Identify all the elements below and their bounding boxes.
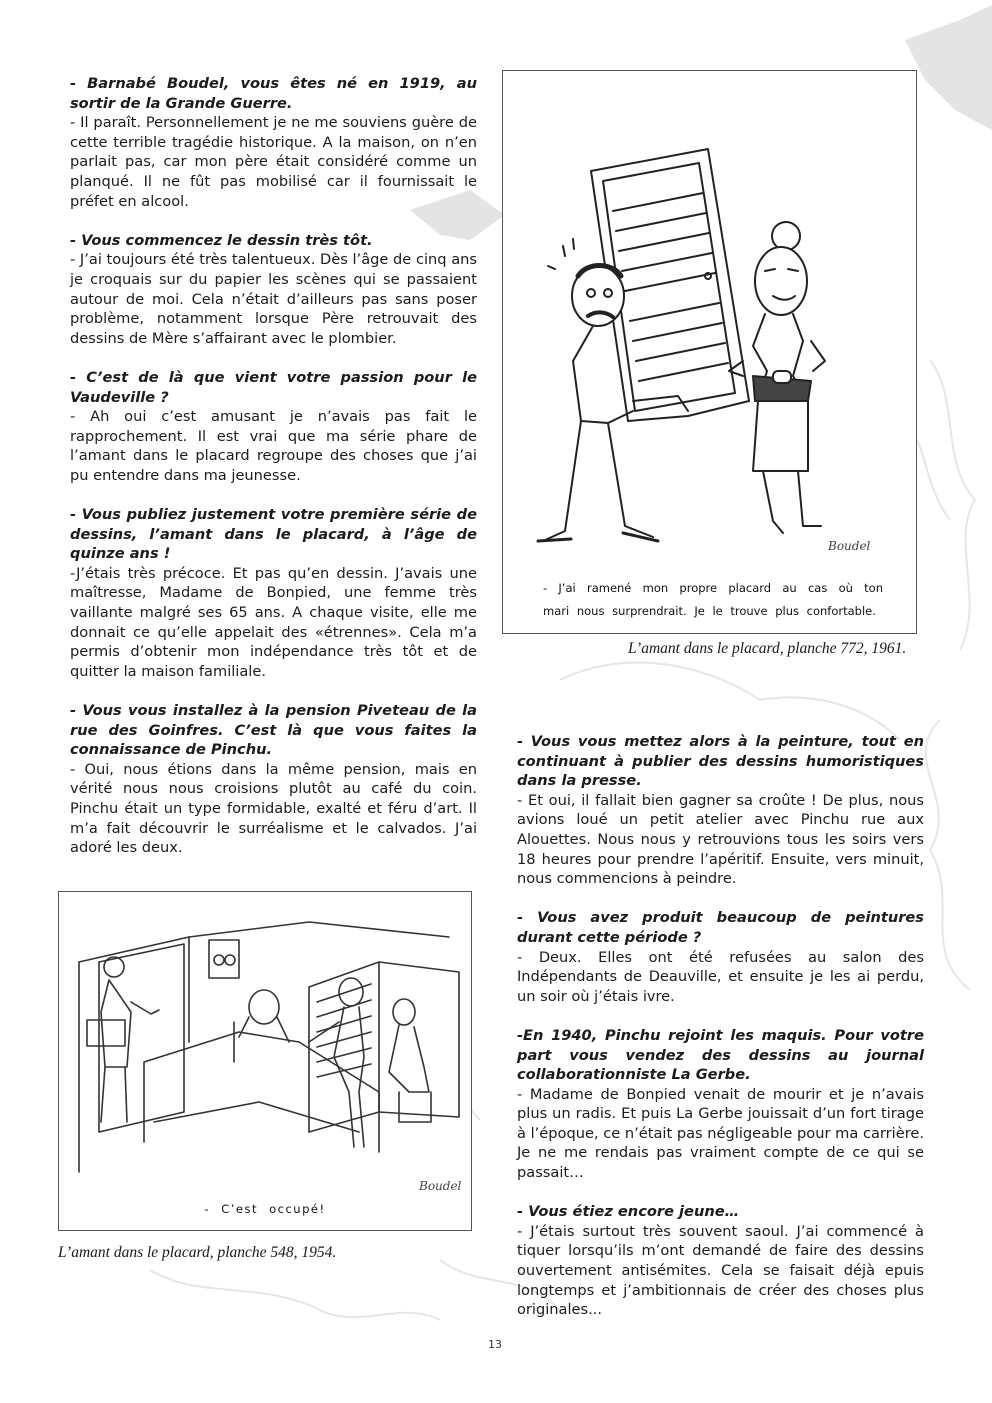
left-text-column (70, 74, 477, 877)
question: - C’est de là que vient votre passion pour le Vaudeville ? (70, 368, 477, 406)
cartoon-drawing-bedroom-scene (59, 892, 473, 1192)
page-number: 13 (488, 1338, 502, 1351)
answer: - J’ai toujours été très talentueux. Dès l’âge de cinq ans je croquais sur du papier les scènes qui se passaient autour de moi. Cela n’était d’ailleurs pas sans poser problème, notamment lorsque Père retrouvait des dessins de Mère s’affairant avec le plombier. (70, 251, 477, 347)
right-text-column (517, 732, 924, 1339)
question: -En 1940, Pinchu rejoint les maquis. Pour votre part vous vendez des dessins au journal collaborationniste La Gerbe. (517, 1026, 924, 1084)
question: - Barnabé Boudel, vous êtes né en 1919, au sortir de la Grande Guerre. (70, 75, 477, 112)
qa-block (517, 732, 924, 889)
question: - Vous avez produit beaucoup de peintures durant cette période ? (517, 909, 924, 946)
question: - Vous vous mettez alors à la peinture, tout en continuant à publier des dessins humoristiques dans la presse. (517, 733, 924, 790)
artist-signature: Boudel (419, 1179, 462, 1193)
answer: - Deux. Elles ont été refusées au salon des Indépendants de Deauville, et ensuite je les ai perdu, un soir où j’étais ivre. (517, 948, 924, 1005)
qa-block (70, 701, 477, 858)
qa-block (70, 368, 477, 486)
answer: - Madame de Bonpied venait de mourir et je n’avais plus un radis. Et puis La Gerbe jouissait d’un fort tirage à l’époque, ce n’était pas négligeable pour ma carrière. Je ne me rendais pas vraiment compte de ce qui se passait… (517, 1085, 924, 1182)
cartoon-frame-bedroom (58, 891, 472, 1231)
speech-caption: - J’ai ramené mon propre placard au cas où ton mari nous surprendrait. Je le trouve plus confortable. (543, 581, 883, 618)
question: - Vous commencez le dessin très tôt. (70, 231, 373, 249)
artist-signature: Boudel (828, 539, 871, 553)
qa-block (70, 74, 477, 211)
cartoon-drawing-man-carrying-closet (503, 71, 918, 571)
answer: - Et oui, il fallait bien gagner sa croûte ! De plus, nous avions loué un petit atelier avec Pinchu rue aux Alouettes. Nous nous y retrouvions tous les soirs vers 18 heures pour prendre l’apéritif. Ensuite, vers minuit, nous commencions à peindre. (517, 791, 924, 888)
answer: - Il paraît. Personnellement je ne me souviens guère de cette terrible tragédie historique. A la maison, on n’en parlait pas, car mon père était considéré comme un planqué. Il ne fût pas mobilisé car il fournissait le préfet en alcool. (70, 114, 477, 210)
answer: - Ah oui c’est amusant je n’avais pas fait le rapprochement. Il est vrai que ma série phare de l’amant dans le placard regroupe des choses que j’ai pu entendre dans ma jeunesse. (70, 408, 477, 484)
speech-caption: - C’est occupé! (204, 1202, 326, 1216)
question: - Vous publiez justement votre première série de dessins, l’amant dans le placard, à l’âge de quinze ans ! (70, 506, 477, 563)
qa-block (517, 908, 924, 1006)
bird-silhouette-top-right (905, 5, 992, 130)
answer: -J’étais très précoce. Et pas qu’en dessin. J’avais une maîtresse, Madame de Bonpied, une femme très vaillante malgré ses 65 ans. A chaque visite, elle me donnait ce qu’elle appelait des «étrennes». Cela m’a permis d’obtenir mon indépendance très tôt et de quitter la maison familiale. (70, 564, 477, 680)
qa-block (517, 1202, 924, 1320)
question: - Vous étiez encore jeune… (517, 1203, 740, 1221)
qa-block (70, 231, 477, 349)
answer: - Oui, nous étions dans la même pension, mais en vérité nous nous croisions plutôt au café du coin. Pinchu était un type formidable, exalté et féru d’art. Il m’a fait découvrir le surréalisme et le calvados. J’ai adoré les deux. (70, 760, 477, 857)
answer: - J’étais surtout très souvent saoul. J’ai commencé à tiquer lorsqu’ils m’ont demandé de faire des dessins ouvertement antisémites. Cela se faisait déjà epuis longtemps et j’ambitionnais de créer des choses plus originales... (517, 1222, 924, 1319)
qa-block (517, 1026, 924, 1183)
question: - Vous vous installez à la pension Piveteau de la rue des Goinfres. C’est là que vous faites la connaissance de Pinchu. (70, 702, 477, 759)
qa-block (70, 505, 477, 681)
image-caption: L’amant dans le placard, planche 772, 1961. (628, 640, 907, 657)
cartoon-frame-closet (502, 70, 917, 634)
image-caption: L’amant dans le placard, planche 548, 1954. (58, 1244, 337, 1261)
